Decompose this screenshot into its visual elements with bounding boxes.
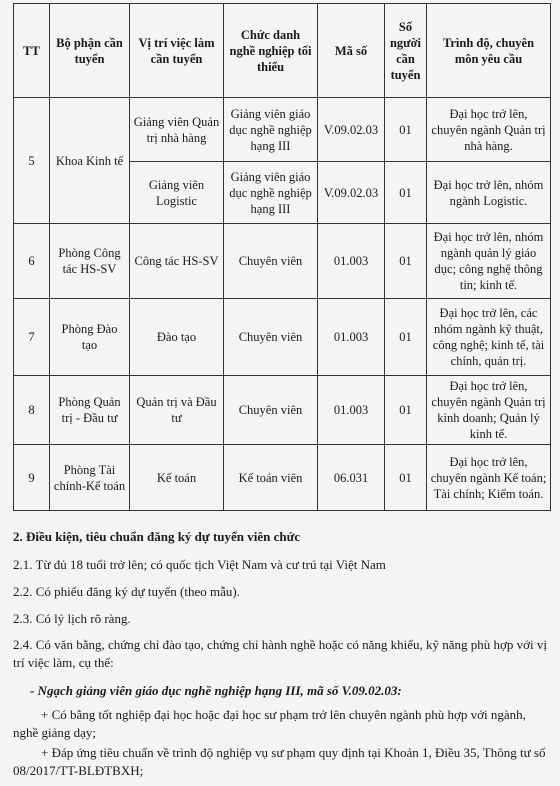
cell-position: Đào tạo bbox=[130, 299, 224, 376]
table-row bbox=[14, 299, 551, 376]
cell-title: Kế toán viên bbox=[224, 445, 318, 511]
table-row bbox=[14, 224, 551, 299]
cell-tt: 9 bbox=[14, 445, 50, 511]
cell-count: 01 bbox=[385, 224, 427, 299]
cell-req: Đại học trở lên, nhóm ngành Logistic. bbox=[427, 162, 551, 224]
cell-dept: Phòng Đào tạo bbox=[50, 299, 130, 376]
cell-title: Chuyên viên bbox=[224, 376, 318, 445]
cell-title: Giảng viên giáo dục nghề nghiệp hạng III bbox=[224, 162, 318, 224]
cell-dept: Phòng Công tác HS-SV bbox=[50, 224, 130, 299]
cell-code: 01.003 bbox=[318, 376, 385, 445]
cell-position: Giảng viên Quản trị nhà hàng bbox=[130, 98, 224, 162]
cell-position: Kế toán bbox=[130, 445, 224, 511]
cell-code: 01.003 bbox=[318, 224, 385, 299]
cell-title: Chuyên viên bbox=[224, 224, 318, 299]
requirement-bullet: + Đáp ứng tiêu chuẩn về trình độ nghiệp vụ sư phạm quy định tại Khoản 1, Điều 35, Thông tư số 08/2017/TT-BLĐTBXH; bbox=[13, 745, 546, 778]
cell-req: Đại học trở lên, các nhóm ngành kỹ thuật, công nghệ; kinh tế, tài chính, quản trị. bbox=[427, 299, 551, 376]
condition-2-1: 2.1. Từ đủ 18 tuổi trở lên; có quốc tịch Việt Nam và cư trú tại Việt Nam bbox=[13, 557, 386, 572]
condition-2-4: 2.4. Có văn bằng, chứng chỉ đào tạo, chứng chỉ hành nghề hoặc có năng khiếu, kỹ năng phù hợp với vị trí việc làm, cụ thể: bbox=[13, 637, 548, 670]
table-row bbox=[14, 445, 551, 511]
header-dept: Bộ phận cần tuyển bbox=[50, 4, 130, 98]
cell-code: 01.003 bbox=[318, 299, 385, 376]
cell-code: V.09.02.03 bbox=[318, 98, 385, 162]
cell-req: Đại học trở lên, chuyên ngành Quản trị kinh doanh; Quản lý kinh tế. bbox=[427, 376, 551, 445]
cell-position: Quản trị và Đầu tư bbox=[130, 376, 224, 445]
header-code: Mã số bbox=[318, 4, 385, 98]
requirement-bullet: + Có bằng tốt nghiệp đại học hoặc đại học sư phạm trở lên chuyên ngành phù hợp với ngành, nghề giảng dạy; bbox=[13, 707, 526, 740]
cell-count: 01 bbox=[385, 376, 427, 445]
header-title: Chức danh nghề nghiệp tối thiểu bbox=[224, 4, 318, 98]
cell-dept: Phòng Quản trị - Đầu tư bbox=[50, 376, 130, 445]
cell-dept: Khoa Kinh tế bbox=[50, 98, 130, 224]
cell-title: Giảng viên giáo dục nghề nghiệp hạng III bbox=[224, 98, 318, 162]
header-position: Vị trí việc làm cần tuyển bbox=[130, 4, 224, 98]
cell-tt: 5 bbox=[14, 98, 50, 224]
cell-code: V.09.02.03 bbox=[318, 162, 385, 224]
table-row bbox=[14, 98, 551, 162]
cell-tt: 8 bbox=[14, 376, 50, 445]
header-req: Trình độ, chuyên môn yêu cầu bbox=[427, 4, 551, 98]
cell-tt: 6 bbox=[14, 224, 50, 299]
cell-count: 01 bbox=[385, 299, 427, 376]
table-header-row bbox=[14, 4, 551, 98]
cell-req: Đại học trở lên, chuyên ngành Kế toán; Tài chính; Kiểm toán. bbox=[427, 445, 551, 511]
recruitment-table bbox=[13, 3, 551, 511]
cell-title: Chuyên viên bbox=[224, 299, 318, 376]
cell-count: 01 bbox=[385, 445, 427, 511]
condition-2-3: 2.3. Có lý lịch rõ ràng. bbox=[13, 611, 131, 626]
cell-position: Giảng viên Logistic bbox=[130, 162, 224, 224]
cell-req: Đại học trở lên, chuyên ngành Quản trị nhà hàng. bbox=[427, 98, 551, 162]
cell-tt: 7 bbox=[14, 299, 50, 376]
condition-2-2: 2.2. Có phiếu đăng ký dự tuyển (theo mẫu). bbox=[13, 584, 240, 599]
cell-count: 01 bbox=[385, 162, 427, 224]
subsection-heading: - Ngạch giảng viên giáo dục nghề nghiệp hạng III, mã số V.09.02.03: bbox=[30, 683, 402, 698]
table-row bbox=[14, 376, 551, 445]
section-heading: 2. Điều kiện, tiêu chuẩn đăng ký dự tuyển viên chức bbox=[13, 529, 301, 544]
cell-dept: Phòng Tài chính-Kế toán bbox=[50, 445, 130, 511]
cell-position: Công tác HS-SV bbox=[130, 224, 224, 299]
header-tt: TT bbox=[14, 4, 50, 98]
cell-req: Đại học trở lên, nhóm ngành quản lý giáo dục; công nghệ thông tin; kinh tế. bbox=[427, 224, 551, 299]
cell-count: 01 bbox=[385, 98, 427, 162]
cell-code: 06.031 bbox=[318, 445, 385, 511]
header-count: Số người cần tuyển bbox=[385, 4, 427, 98]
